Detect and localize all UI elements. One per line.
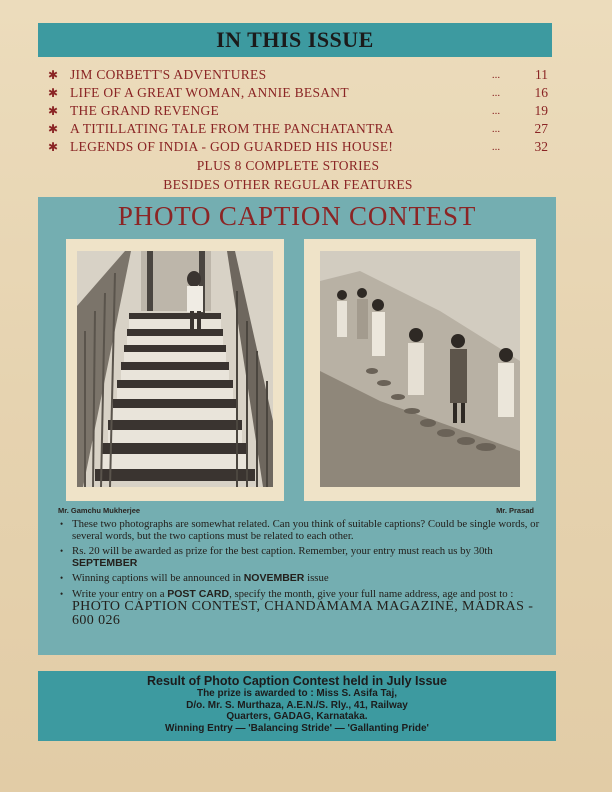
- table-of-contents: [48, 66, 548, 194]
- rule-item: [60, 573, 544, 585]
- star-bullet-icon: ✱: [48, 85, 59, 100]
- rule-text: [72, 546, 544, 569]
- bullet-icon: •: [60, 573, 64, 583]
- in-this-issue-heading: IN THIS ISSUE: [216, 27, 374, 52]
- toc-item-page: 27: [534, 121, 548, 136]
- contest-title: PHOTO CAPTION CONTEST: [117, 201, 477, 231]
- star-bullet-icon: ✱: [48, 103, 59, 118]
- rule-item: [60, 546, 544, 569]
- star-bullet-icon: ✱: [48, 139, 59, 154]
- toc-item-page: 16: [534, 85, 548, 100]
- photo-caption-contest-panel: [38, 197, 556, 655]
- rule-text-part: issue: [304, 572, 329, 584]
- toc-item-page: 32: [534, 139, 548, 154]
- toc-item-page: 19: [534, 103, 548, 118]
- toc-item[interactable]: [48, 138, 548, 156]
- staircase-photo: [77, 251, 273, 487]
- toc-item-page: 11: [535, 67, 548, 82]
- rule-text-part: Winning captions will be announced in: [72, 572, 244, 584]
- result-line: Quarters, GADAG, Karnataka.: [226, 711, 368, 722]
- star-bullet-icon: ✱: [48, 67, 59, 82]
- bullet-icon: •: [60, 546, 64, 556]
- bullet-icon: •: [60, 519, 64, 529]
- toc-item-title: JIM CORBETT'S ADVENTURES: [70, 67, 267, 82]
- rule-item: [60, 589, 544, 629]
- contest-rules: [60, 519, 544, 632]
- result-line: D/o. Mr. S. Murthaza, A.E.N./S. Rly., 41, Railway: [186, 699, 408, 711]
- girls-walking-photo: [320, 251, 520, 487]
- bullet-icon: •: [60, 588, 64, 599]
- announce-month: NOVEMBER: [243, 572, 305, 584]
- rule-item: [60, 519, 544, 542]
- rule-text-part: Rs. 20 will be awarded as prize for the best caption. Remember, your entry must reach us by 30th: [72, 545, 493, 557]
- toc-item-leader: ...: [491, 141, 501, 153]
- rule-text: These two photographs are somewhat related. Can you think of suitable captions? Could be single words, or several words, but the two captions must be related to each other.: [72, 518, 540, 542]
- toc-item-leader: ...: [491, 123, 501, 135]
- deadline-month: SEPTEMBER: [72, 556, 138, 569]
- rule-text: [72, 573, 544, 585]
- rule-text: [72, 589, 544, 629]
- rule-text-part: Write your entry on a: [72, 587, 168, 600]
- photo-credit-right: Mr. Prasad: [496, 506, 534, 515]
- photo-credit-left: Mr. Gamchu Mukherjee: [58, 506, 141, 515]
- toc-item[interactable]: [48, 66, 548, 84]
- toc-extra-line-2: BESIDES OTHER REGULAR FEATURES: [163, 177, 413, 192]
- result-winning-entry: Winning Entry — 'Balancing Stride' — 'Gallanting Pride': [165, 722, 429, 734]
- result-line: The prize is awarded to : Miss S. Asifa Taj,: [196, 688, 398, 699]
- toc-item-title: A TITILLATING TALE FROM THE PANCHATANTRA: [70, 121, 394, 136]
- toc-item[interactable]: [48, 84, 548, 102]
- contest-result-panel: [38, 671, 556, 741]
- toc-item-leader: ...: [491, 105, 501, 117]
- result-heading: Result of Photo Caption Contest held in July Issue: [146, 674, 448, 688]
- toc-item[interactable]: [48, 120, 548, 138]
- photo-frame-right: [304, 239, 536, 501]
- toc-item-leader: ...: [491, 87, 501, 99]
- toc-extra-line-1: PLUS 8 COMPLETE STORIES: [196, 158, 380, 173]
- in-this-issue-banner: [38, 23, 552, 57]
- toc-item-title: LIFE OF A GREAT WOMAN, ANNIE BESANT: [70, 85, 349, 100]
- toc-item[interactable]: [48, 102, 548, 120]
- toc-item-title: LEGENDS OF INDIA - GOD GUARDED HIS HOUSE!: [70, 139, 394, 154]
- toc-item-leader: ...: [491, 69, 501, 81]
- photo-frame-left: [66, 239, 284, 501]
- post-card-label: POST CARD: [167, 587, 230, 600]
- rule-text-part: , specify the month, give your full name address, age and post to :: [229, 587, 514, 600]
- star-bullet-icon: ✱: [48, 121, 59, 136]
- toc-item-title: THE GRAND REVENGE: [70, 103, 220, 118]
- contest-address: PHOTO CAPTION CONTEST, CHANDAMAMA MAGAZINE, MADRAS - 600 026: [72, 599, 534, 628]
